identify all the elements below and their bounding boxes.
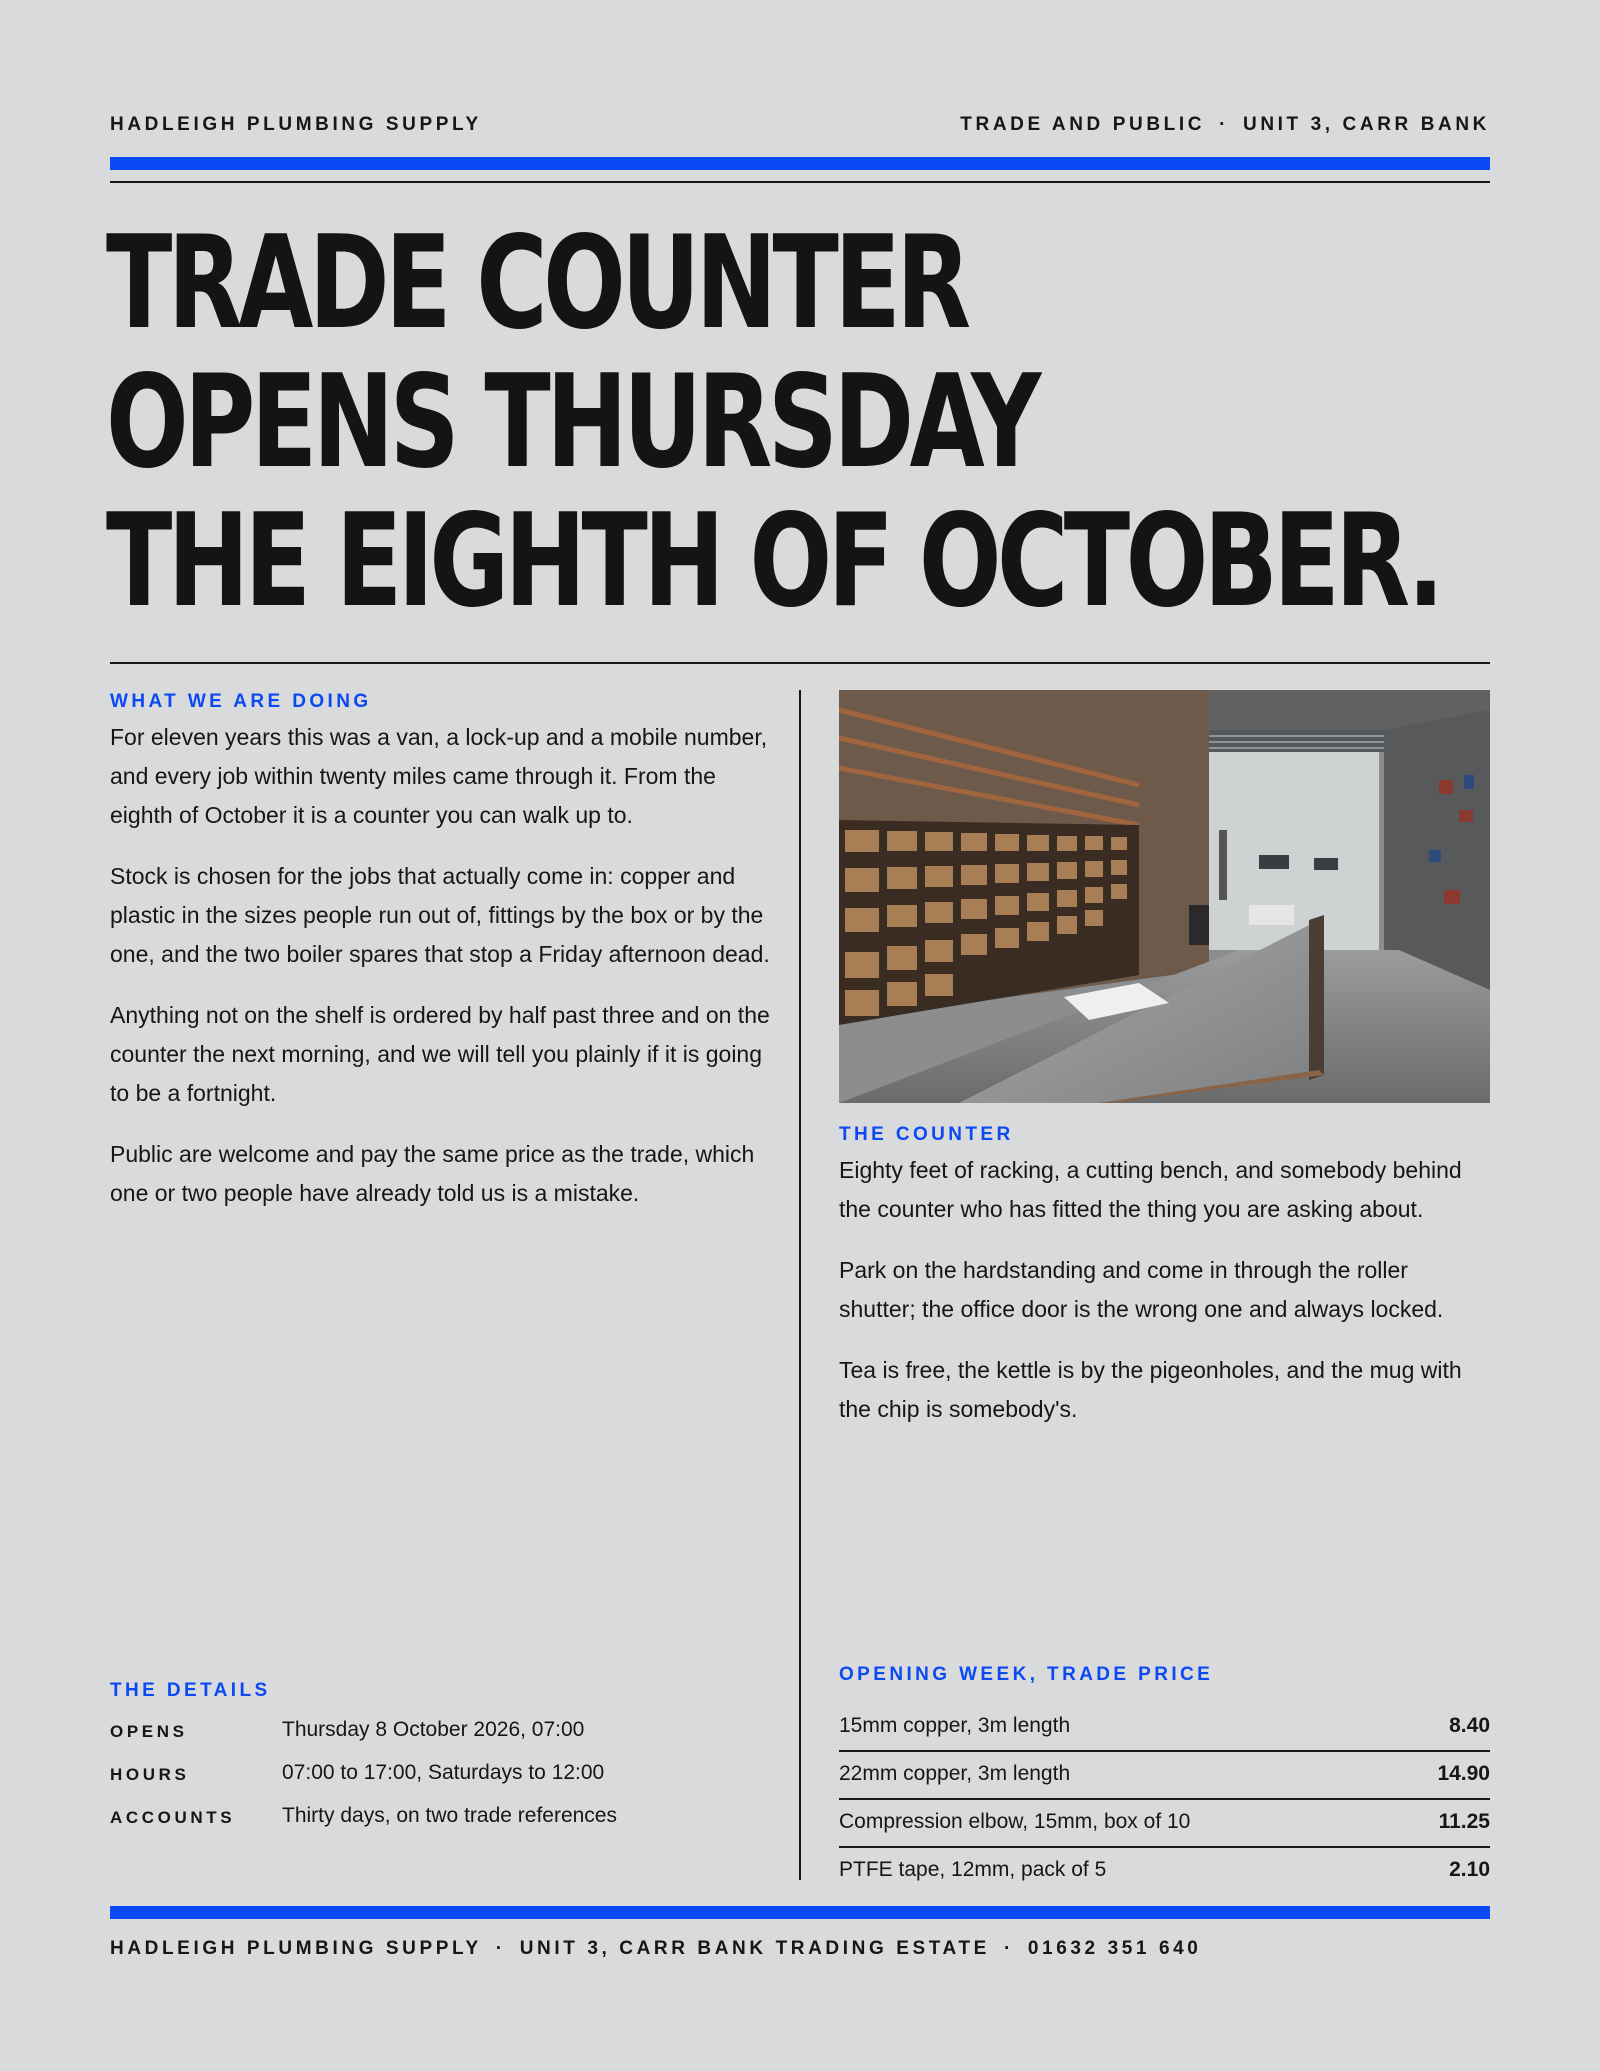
paragraph: Stock is chosen for the jobs that actually come in: copper and plastic in the sizes people run out of, fittings by the box or by the one, and the two boiler spares that stop a Friday afternoon dead. xyxy=(110,863,770,967)
details-row-opens xyxy=(110,1718,770,1761)
tagline: TRADE AND PUBLIC xyxy=(960,114,1206,135)
footer-brand: HADLEIGH PLUMBING SUPPLY xyxy=(110,1938,482,1959)
location: UNIT 3, CARR BANK xyxy=(1243,114,1490,135)
brand-name: HADLEIGH PLUMBING SUPPLY xyxy=(110,114,482,135)
headline-line-1: TRADE COUNTER xyxy=(106,209,967,358)
what-we-are-doing-body xyxy=(110,718,770,1235)
separator-dot: · xyxy=(495,1938,506,1959)
details-list xyxy=(110,1718,770,1847)
headline-line-2: OPENS THURSDAY xyxy=(106,348,1037,497)
details-label: OPENS xyxy=(110,1722,188,1741)
paragraph: Public are welcome and pay the same price as the trade, which one or two people have already told us is a mistake. xyxy=(110,1141,755,1206)
flyer-page xyxy=(106,0,1490,2071)
prices-heading: OPENING WEEK, TRADE PRICE xyxy=(839,1664,1214,1685)
price-item-value: 2.10 xyxy=(1449,1858,1490,1881)
the-counter-body xyxy=(839,1151,1490,1451)
counter-illustration xyxy=(839,690,1490,1103)
price-item-name: 22mm copper, 3m length xyxy=(839,1762,1071,1785)
top-thin-rule xyxy=(110,181,1490,183)
price-row xyxy=(839,1848,1490,1894)
separator-dot: · xyxy=(1003,1938,1014,1959)
paragraph: Tea is free, the kettle is by the pigeonholes, and the mug with the chip is somebody's. xyxy=(839,1357,1462,1422)
bottom-accent-rule xyxy=(110,1906,1490,1919)
footer-phone: 01632 351 640 xyxy=(1027,1938,1202,1959)
trade-counter-photo xyxy=(839,690,1490,1103)
paragraph: Eighty feet of racking, a cutting bench, and somebody behind the counter who has fitted the thing you are asking about. xyxy=(839,1157,1462,1222)
price-list xyxy=(839,1704,1490,1894)
price-item-value: 11.25 xyxy=(1438,1810,1490,1833)
paragraph: For eleven years this was a van, a lock-up and a mobile number, and every job within twenty miles came through it. From the eighth of October it is a counter you can walk up to. xyxy=(110,724,768,828)
top-bar-right xyxy=(960,114,1490,136)
price-row xyxy=(839,1800,1490,1848)
details-value: Thirty days, on two trade references xyxy=(282,1804,617,1827)
details-value: 07:00 to 17:00, Saturdays to 12:00 xyxy=(282,1761,605,1784)
details-label: ACCOUNTS xyxy=(110,1808,236,1827)
what-we-are-doing-heading: WHAT WE ARE DOING xyxy=(110,691,372,712)
details-row-hours xyxy=(110,1761,770,1804)
price-item-value: 8.40 xyxy=(1449,1714,1490,1737)
headline xyxy=(106,209,1440,636)
price-item-name: Compression elbow, 15mm, box of 10 xyxy=(839,1810,1191,1833)
paragraph: Park on the hardstanding and come in through the roller shutter; the office door is the wrong one and always locked. xyxy=(839,1257,1444,1322)
footer-address: UNIT 3, CARR BANK TRADING ESTATE xyxy=(519,1938,990,1959)
headline-line-3: THE EIGHTH OF OCTOBER. xyxy=(106,487,1440,636)
price-row xyxy=(839,1704,1490,1752)
details-row-accounts xyxy=(110,1804,770,1847)
column-divider xyxy=(799,690,801,1880)
paragraph: Anything not on the shelf is ordered by half past three and on the counter the next morning, and we will tell you plainly if it is going to be a fortnight. xyxy=(110,1002,770,1106)
top-bar xyxy=(110,114,1490,138)
top-accent-rule xyxy=(110,157,1490,170)
price-item-name: PTFE tape, 12mm, pack of 5 xyxy=(839,1858,1107,1881)
price-item-name: 15mm copper, 3m length xyxy=(839,1714,1071,1737)
details-heading: THE DETAILS xyxy=(110,1680,271,1701)
separator-dot: · xyxy=(1219,114,1230,135)
price-item-value: 14.90 xyxy=(1437,1762,1490,1785)
price-row xyxy=(839,1752,1490,1800)
footer xyxy=(110,1938,1201,1960)
the-counter-heading: THE COUNTER xyxy=(839,1124,1014,1145)
details-value: Thursday 8 October 2026, 07:00 xyxy=(282,1718,585,1741)
section-rule xyxy=(110,662,1490,664)
details-label: HOURS xyxy=(110,1765,190,1784)
